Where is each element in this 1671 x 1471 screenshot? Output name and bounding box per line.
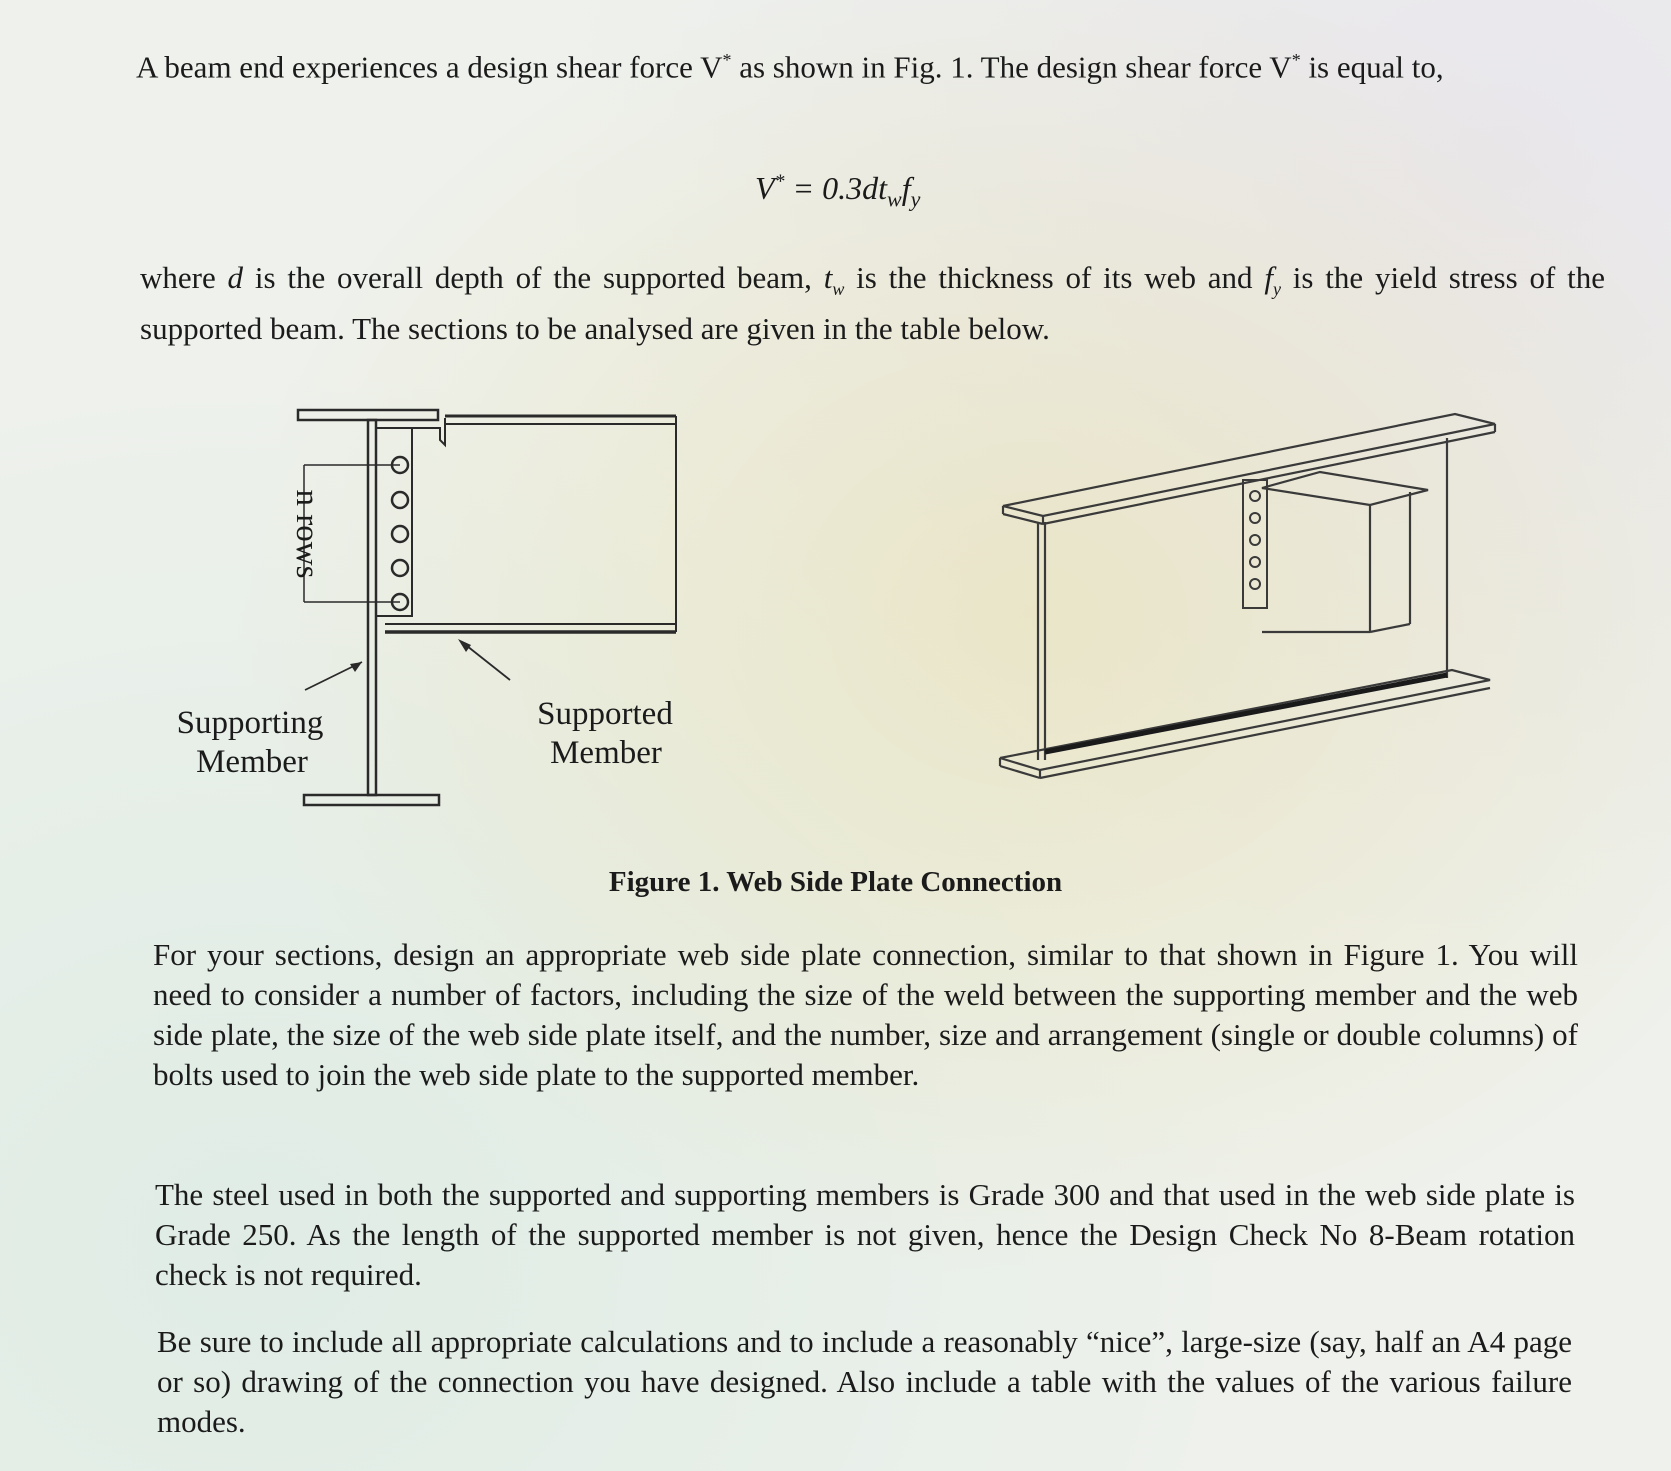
supported-arrowhead bbox=[458, 639, 471, 652]
iso-bolt-4 bbox=[1250, 557, 1260, 567]
iso-supported-top-flange bbox=[1262, 472, 1428, 505]
n-rows-label: n rows bbox=[289, 489, 325, 579]
supporting-top-flange bbox=[298, 410, 438, 420]
supporting-label-1: Supporting bbox=[176, 705, 324, 741]
shear-force-equation: $V^* = 0.3dt_wf_y$ bbox=[755, 170, 921, 212]
iso-bolt-1 bbox=[1250, 491, 1260, 501]
bolt-3 bbox=[392, 526, 408, 542]
iso-bolt-3 bbox=[1250, 535, 1260, 545]
bolt-4 bbox=[392, 560, 408, 576]
iso-top-flange bbox=[1003, 414, 1495, 516]
iso-bottom-flange-lower bbox=[1040, 688, 1490, 778]
iso-bottom-flange bbox=[1000, 670, 1490, 770]
bolt-2 bbox=[392, 492, 408, 508]
plate-top-detail bbox=[412, 418, 445, 445]
iso-top-flange-bottom bbox=[1043, 432, 1495, 524]
supporting-label-2: Member bbox=[196, 744, 308, 780]
design-paragraph: For your sections, design an appropriate web side plate connection, similar to that shown in Figure 1. You will need to consider a number of factors, including the size of the weld between the supporting member and the web side plate, the size of the web side plate itself, and the number, size and arrangement (single or double columns) of bolts used to join the web side plate to the supported member. bbox=[153, 937, 1578, 1092]
supporting-web bbox=[368, 420, 376, 795]
isometric-drawing bbox=[1000, 414, 1495, 778]
iso-bottom-weld-line bbox=[1045, 675, 1447, 752]
supported-label-2: Member bbox=[550, 735, 662, 771]
web-side-plate bbox=[376, 428, 412, 616]
supported-leader bbox=[462, 642, 510, 680]
supporting-bottom-flange bbox=[304, 795, 439, 805]
iso-supported-bottom-r bbox=[1370, 624, 1410, 632]
where-paragraph: where d is the overall depth of the supported beam, $t_w$ is the thickness of its web and $f_y$ is the yield stress of the supported beam. The sections to be analysed are given in the table below. bbox=[140, 260, 1605, 347]
iso-bolt-2 bbox=[1250, 513, 1260, 523]
supported-label-1: Supported bbox=[537, 696, 673, 732]
instructions-paragraph: Be sure to include all appropriate calculations and to include a reasonably “nice”, large-size (say, half an A4 page or so) drawing of the connection you have designed. Also include a table with the values of the various failure modes. bbox=[157, 1324, 1572, 1439]
iso-bolt-5 bbox=[1250, 579, 1260, 589]
steel-paragraph: The steel used in both the supported and supporting members is Grade 300 and that used in the web side plate is Grade 250. As the length of the supported member is not given, hence the Design Check No 8-Beam rotation check is not required. bbox=[155, 1177, 1575, 1292]
figure-caption: Figure 1. Web Side Plate Connection bbox=[608, 866, 1063, 898]
intro-paragraph: A beam end experiences a design shear force V* as shown in Fig. 1. The design shear force V* is equal to, bbox=[136, 49, 1444, 85]
